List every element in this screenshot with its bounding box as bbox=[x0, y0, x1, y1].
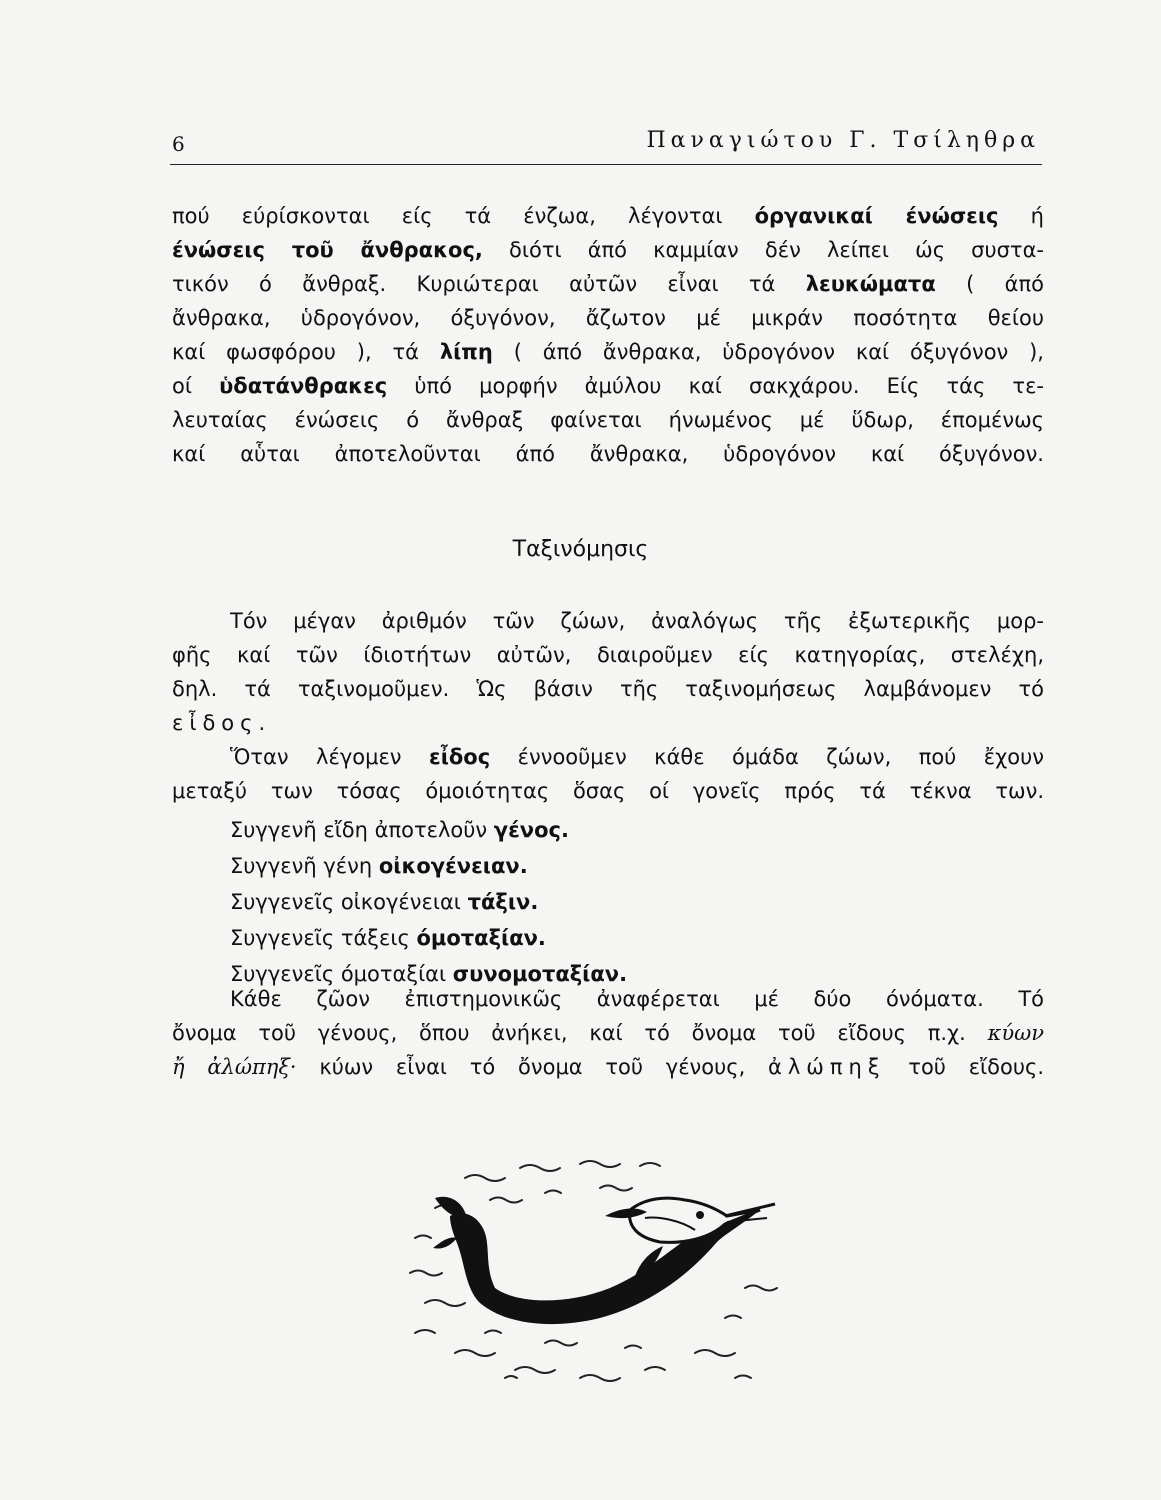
paragraph-organic-compounds bbox=[172, 199, 1044, 471]
text-run: τικόν ό ἄνθραξ. Κυριώτεραι αὐτῶν εἶναι τά bbox=[172, 272, 806, 296]
header-rule bbox=[170, 164, 1042, 165]
text-run: Συγγενεῖς τάξεις bbox=[230, 926, 417, 950]
text-line: Τόν μέγαν ἀριθμόν τῶν ζώων, ἀναλόγως τῆς ἐξωτερικῆς μορ- bbox=[230, 609, 1044, 633]
text-run: Ὅταν λέγομεν bbox=[230, 745, 429, 769]
text-line: καί αὗται ἀποτελοῦνται άπό ἄνθρακα, ὑδρογόνον καί όξυγόνον. bbox=[172, 442, 1044, 466]
text-run: ( άπό ἄνθρακα, ὑδρογόνον καί όξυγόνον ), bbox=[492, 340, 1044, 364]
text-line bbox=[172, 369, 1044, 403]
text-line bbox=[172, 199, 1044, 233]
text-run: πού εύρίσκονται είς τά ένζωα, λέγονται bbox=[172, 204, 755, 228]
text-run: έννοοῦμεν κάθε όμάδα ζώων, πού ἔχουν bbox=[490, 745, 1044, 769]
section-heading: Ταξινόμησις bbox=[512, 537, 649, 562]
text-run: τοῦ εἴδους. bbox=[885, 1055, 1044, 1079]
list-item bbox=[172, 884, 1044, 920]
text-run: Συγγενεῖς όμοταξίαι bbox=[230, 962, 453, 986]
page-number: 6 bbox=[172, 132, 185, 156]
text-line: Κάθε ζῶον ἐπιστημονικῶς ἀναφέρεται μέ δύο όνόματα. Τό bbox=[230, 987, 1044, 1011]
text-line bbox=[172, 267, 1044, 301]
bold-term: λευκώματα bbox=[805, 272, 936, 296]
text-run: ( άπό bbox=[935, 272, 1044, 296]
bold-term: τάξιν. bbox=[467, 890, 539, 914]
text-line: εἶδος. bbox=[172, 711, 272, 735]
text-run: Συγγενῆ εἴδη ἀποτελοῦν bbox=[230, 818, 494, 842]
text-line bbox=[172, 1050, 1044, 1084]
list-item bbox=[172, 848, 1044, 884]
list-item bbox=[172, 812, 1044, 848]
dolphin-illustration bbox=[395, 1138, 815, 1408]
italic-term: ἤ ἀλώπηξ· bbox=[172, 1055, 297, 1079]
text-run: ὄνομα τοῦ γένους, ὅπου ἀνήκει, καί τό ὄνομα τοῦ εἴδους π.χ. bbox=[172, 1021, 988, 1045]
spaced-term: ἀλώπηξ bbox=[768, 1055, 886, 1079]
paragraph-species bbox=[172, 740, 1044, 808]
text-line: λευταίας ένώσεις ό ἄνθραξ φαίνεται ήνωμένος μέ ὕδωρ, έπομένως bbox=[172, 408, 1044, 432]
running-title: Παναγιώτου Γ. Τσίληθρα bbox=[646, 128, 1040, 153]
text-run: ή bbox=[998, 204, 1044, 228]
text-line: φῆς καί τῶν ίδιοτήτων αὐτῶν, διαιροῦμεν είς κατηγορίας, στελέχη, bbox=[172, 643, 1044, 667]
taxonomy-list bbox=[172, 812, 1044, 992]
text-line bbox=[172, 740, 1044, 774]
bold-term: λίπη bbox=[439, 340, 493, 364]
bold-term: ένώσεις τοῦ ἄνθρακος, bbox=[172, 238, 483, 262]
bold-term: όμοταξίαν. bbox=[416, 926, 546, 950]
text-run: Συγγενῆ γένη bbox=[230, 854, 379, 878]
text-run: ὑπό μορφήν ἀμύλου καί σακχάρου. Είς τάς τε- bbox=[387, 374, 1045, 398]
text-run: Συγγενεῖς οἰκογένειαι bbox=[230, 890, 468, 914]
list-item bbox=[172, 920, 1044, 956]
bold-term: όργανικαί ένώσεις bbox=[754, 204, 999, 228]
bold-term: οἰκογένειαν. bbox=[378, 854, 528, 878]
bold-term: γένος. bbox=[493, 818, 569, 842]
italic-term: κύων bbox=[987, 1021, 1044, 1045]
text-line: ἄνθρακα, ὑδρογόνον, όξυγόνον, ἄζωτον μέ μικράν ποσότητα θείου bbox=[172, 306, 1044, 330]
text-run: καί φωσφόρου ), τά bbox=[172, 340, 440, 364]
text-line bbox=[172, 335, 1044, 369]
page-header bbox=[172, 126, 1040, 162]
dolphin-body bbox=[433, 1197, 775, 1324]
text-line bbox=[172, 1016, 1044, 1050]
bold-term: εἶδος bbox=[429, 745, 491, 769]
bold-term: ὑδατάνθρακες bbox=[219, 374, 388, 398]
text-run: οί bbox=[172, 374, 220, 398]
text-line: μεταξύ των τόσας όμοιότητας ὅσας οί γονεῖς πρός τά τέκνα των. bbox=[172, 779, 1044, 803]
paragraph-classification bbox=[172, 604, 1044, 740]
bold-term: συνομοταξίαν. bbox=[452, 962, 628, 986]
text-line: δηλ. τά ταξινομοῦμεν. Ὡς βάσιν τῆς ταξινομήσεως λαμβάνομεν τό bbox=[172, 677, 1044, 701]
text-line bbox=[172, 233, 1044, 267]
paragraph-naming bbox=[172, 982, 1044, 1084]
text-run: κύων εἶναι τό ὄνομα τοῦ γένους, bbox=[296, 1055, 769, 1079]
text-run: διότι άπό καμμίαν δέν λείπει ώς συστα- bbox=[482, 238, 1044, 262]
